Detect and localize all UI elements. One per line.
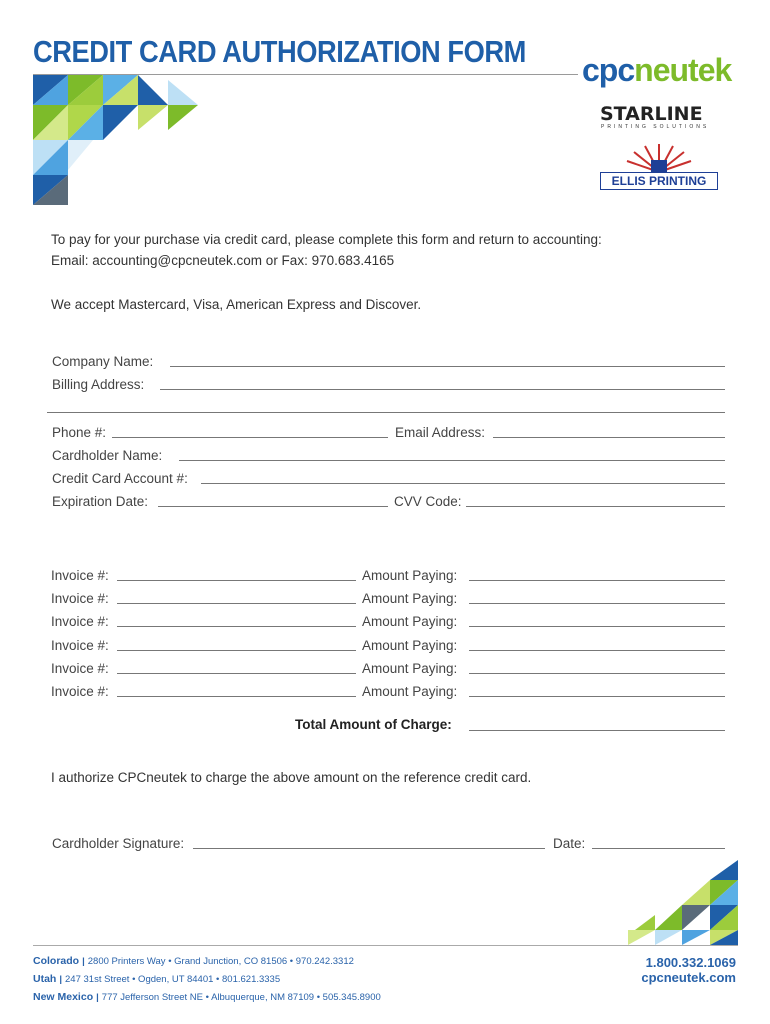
amount-paying-field[interactable] <box>469 580 725 581</box>
accepted-cards: We accept Mastercard, Visa, American Express and Discover. <box>51 297 422 312</box>
decorative-triangles-top <box>33 60 203 210</box>
invoice-number-field[interactable] <box>117 673 356 674</box>
invoice-number-label: Invoice #: <box>51 684 109 699</box>
footer-utah: Utah | 247 31st Street • Ogden, UT 84401 • 801.621.3335 <box>33 973 281 985</box>
date-label: Date: <box>553 836 586 851</box>
invoice-number-label: Invoice #: <box>51 661 109 676</box>
email-address-field[interactable] <box>493 437 725 438</box>
billing-address-label: Billing Address: <box>52 377 145 392</box>
footer-new-mexico: New Mexico | 777 Jefferson Street NE • Albuquerque, NM 87109 • 505.345.8900 <box>33 991 381 1003</box>
amount-paying-label: Amount Paying: <box>362 661 458 676</box>
intro-line-1: To pay for your purchase via credit card, please complete this form and return to accounting: <box>51 232 602 247</box>
invoice-number-field[interactable] <box>117 603 356 604</box>
amount-paying-label: Amount Paying: <box>362 568 458 583</box>
amount-paying-field[interactable] <box>469 626 725 627</box>
footer-website-link[interactable]: cpcneutek.com <box>641 970 736 985</box>
authorization-statement: I authorize CPCneutek to charge the above amount on the reference credit card. <box>51 770 532 785</box>
amount-paying-field[interactable] <box>469 603 725 604</box>
utah-address: 247 31st Street • Ogden, UT 84401 • 801.621.3335 <box>65 974 281 985</box>
invoice-number-label: Invoice #: <box>51 591 109 606</box>
invoice-number-field[interactable] <box>117 580 356 581</box>
starline-logo: STARLINE <box>600 103 703 125</box>
email-address-label: Email Address: <box>395 425 486 440</box>
amount-paying-label: Amount Paying: <box>362 614 458 629</box>
colorado-name: Colorado <box>33 955 80 967</box>
amount-paying-field[interactable] <box>469 696 725 697</box>
invoice-number-label: Invoice #: <box>51 614 109 629</box>
starline-tagline: PRINTING SOLUTIONS <box>601 124 710 130</box>
colorado-address: 2800 Printers Way • Grand Junction, CO 81506 • 970.242.3312 <box>87 956 354 967</box>
invoice-number-field[interactable] <box>117 626 356 627</box>
amount-paying-label: Amount Paying: <box>362 684 458 699</box>
billing-address-field[interactable] <box>160 389 725 390</box>
cardholder-name-field[interactable] <box>179 460 725 461</box>
logo-neutek-text: neutek <box>634 52 732 88</box>
intro-line-2: Email: accounting@cpcneutek.com or Fax: 970.683.4165 <box>51 253 395 268</box>
credit-card-account-label: Credit Card Account #: <box>52 471 188 486</box>
amount-paying-label: Amount Paying: <box>362 638 458 653</box>
expiration-date-field[interactable] <box>158 506 388 507</box>
total-amount-field[interactable] <box>469 730 725 731</box>
phone-label: Phone #: <box>52 425 107 440</box>
utah-name: Utah <box>33 973 57 985</box>
footer-divider <box>33 945 738 946</box>
cardholder-signature-field[interactable] <box>193 848 545 849</box>
cvv-code-label: CVV Code: <box>394 494 462 509</box>
cvv-code-field[interactable] <box>466 506 725 507</box>
new-mexico-name: New Mexico <box>33 991 94 1003</box>
footer-colorado: Colorado | 2800 Printers Way • Grand Junction, CO 81506 • 970.242.3312 <box>33 955 354 967</box>
new-mexico-address: 777 Jefferson Street NE • Albuquerque, NM 87109 • 505.345.8900 <box>101 992 381 1003</box>
invoice-number-field[interactable] <box>117 650 356 651</box>
footer-phone[interactable]: 1.800.332.1069 <box>645 955 736 970</box>
phone-field[interactable] <box>112 437 388 438</box>
credit-card-account-field[interactable] <box>201 483 725 484</box>
amount-paying-field[interactable] <box>469 673 725 674</box>
total-amount-label: Total Amount of Charge: <box>295 717 452 732</box>
ellis-printing-logo: ELLIS PRINTING <box>600 172 718 190</box>
decorative-triangles-bottom <box>610 860 738 945</box>
cardholder-signature-label: Cardholder Signature: <box>52 836 185 851</box>
invoice-number-field[interactable] <box>117 696 356 697</box>
company-name-label: Company Name: <box>52 354 154 369</box>
date-field[interactable] <box>592 848 725 849</box>
ellis-sunburst-icon <box>612 140 707 174</box>
invoice-number-label: Invoice #: <box>51 568 109 583</box>
billing-address-line-2[interactable] <box>47 412 725 413</box>
amount-paying-label: Amount Paying: <box>362 591 458 606</box>
invoice-number-label: Invoice #: <box>51 638 109 653</box>
amount-paying-field[interactable] <box>469 650 725 651</box>
company-name-field[interactable] <box>170 366 725 367</box>
cardholder-name-label: Cardholder Name: <box>52 448 163 463</box>
expiration-date-label: Expiration Date: <box>52 494 149 509</box>
cpcneutek-logo <box>582 52 731 89</box>
logo-cpc-text: cpc <box>582 52 635 88</box>
form-title: CREDIT CARD AUTHORIZATION FORM <box>33 34 526 69</box>
